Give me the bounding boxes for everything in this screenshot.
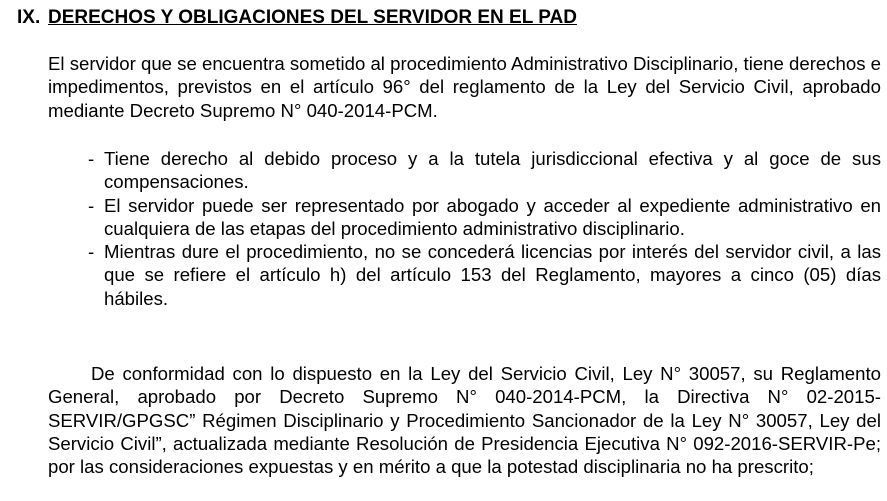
list-item: [88, 194, 881, 241]
section-title: DERECHOS Y OBLIGACIONES DEL SERVIDOR EN EL PAD: [48, 7, 577, 28]
list-item-text: El servidor puede ser representado por abogado y acceder al expediente administrativo en cualquiera de las etapas del procedimiento administrativo disciplinario.: [104, 194, 881, 239]
list-item-text: Tiene derecho al debido proceso y a la tutela jurisdiccional efectiva y al goce de sus compensaciones.: [104, 148, 881, 193]
bullet-dash: -: [88, 241, 95, 263]
list-item: [88, 147, 881, 194]
section-heading: [17, 6, 577, 30]
list-item-text: Mientras dure el procedimiento, no se concederá licencias por interés del servidor civil, a las que se refiere el artículo h) del artículo 153 del Reglamento, mayores a cinco (05) días hábiles.: [104, 241, 881, 309]
intro-paragraph: El servidor que se encuentra sometido al procedimiento Administrativo Disciplinario, tiene derechos e impedimentos, previstos en el artículo 96° del reglamento de la Ley del Servicio Civil, aprobado mediante Decreto Supremo N° 040-2014-PCM.: [48, 53, 882, 121]
closing-paragraph: De conformidad con lo dispuesto en la Ley del Servicio Civil, Ley N° 30057, su Reglamento General, aprobado por Decreto Supremo N° 040-2014-PCM, la Directiva N° 02-2015-SERVIR/GPGSC” Régimen Disciplinario y Procedimiento Sancionador de la Ley N° 30057, Ley del Servicio Civil”, actualizada mediante Resolución de Presidencia Ejecutiva N° 092-2016-SERVIR-Pe; por las consideraciones expuestas y en mérito a que la potestad disciplinaria no ha prescrito;: [48, 363, 881, 478]
rights-list: [88, 147, 881, 310]
section-number: IX.: [17, 7, 41, 28]
bullet-dash: -: [88, 148, 95, 169]
list-item: [88, 240, 881, 310]
bullet-dash: -: [88, 194, 95, 216]
